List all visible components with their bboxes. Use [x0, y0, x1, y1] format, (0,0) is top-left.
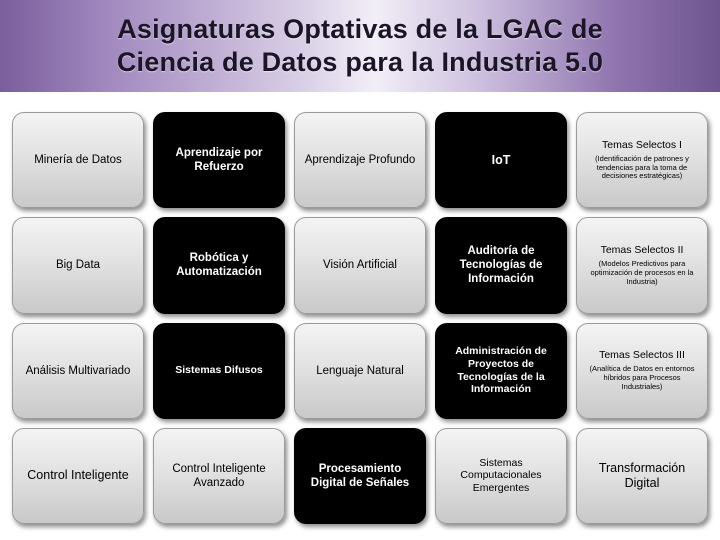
page-title-line-2: Ciencia de Datos para la Industria 5.0: [116, 47, 604, 77]
course-card-content: [162, 251, 276, 279]
course-card[interactable]: [153, 428, 285, 524]
course-card-title: Control Inteligente: [27, 468, 129, 483]
course-card-title: Big Data: [55, 259, 101, 272]
course-card-title: Temas Selectos III: [599, 349, 685, 362]
course-card[interactable]: [294, 428, 426, 524]
course-card-title: Control Inteligente Avanzado: [172, 462, 266, 489]
course-card-title: IoT: [491, 152, 511, 167]
course-card-title: Visión Artificial: [323, 259, 397, 272]
course-card-content: [585, 461, 699, 492]
course-card-title: Administración de Proyectos de Tecnologías de la Información: [455, 345, 547, 396]
course-card-content: [444, 244, 558, 286]
course-card-content: [305, 153, 416, 167]
course-card[interactable]: [576, 112, 708, 208]
course-card[interactable]: [12, 428, 144, 524]
course-card-title: Lenguaje Natural: [316, 364, 404, 377]
course-card-content: [323, 258, 397, 272]
course-card[interactable]: [12, 112, 144, 208]
page-title-line-1: Asignaturas Optativas de la LGAC de: [117, 14, 603, 45]
course-card-content: [162, 462, 276, 490]
course-card[interactable]: [153, 112, 285, 208]
course-card[interactable]: [12, 217, 144, 313]
course-card-content: [303, 462, 417, 490]
course-card[interactable]: [576, 323, 708, 419]
course-card-content: [162, 146, 276, 174]
course-card-title: Aprendizaje Profundo: [304, 154, 416, 167]
course-grid: [12, 112, 708, 524]
course-card-content: [56, 258, 100, 272]
course-card[interactable]: [435, 112, 567, 208]
course-card-title: Transformación Digital: [598, 460, 686, 490]
course-card-content: [27, 468, 128, 483]
page-title: [103, 13, 617, 79]
course-card-title: Análisis Multivariado: [25, 364, 131, 377]
course-card-content: [26, 364, 131, 378]
course-card-subtitle: (Modelos Predictivos para optimización de procesos en la Industria): [590, 259, 694, 286]
course-card[interactable]: [153, 217, 285, 313]
course-card[interactable]: [435, 428, 567, 524]
course-card-title: Aprendizaje por Refuerzo: [175, 147, 263, 174]
course-card-subtitle: (Identificación de patrones y tendencias para la toma de decisiones estratégicas): [595, 153, 689, 181]
course-card-title: Robótica y Automatización: [176, 252, 262, 279]
course-card-content: [316, 364, 404, 378]
course-card-content: [444, 345, 558, 396]
course-card-title: Sistemas Difusos: [175, 364, 263, 377]
course-card[interactable]: [153, 323, 285, 419]
course-card[interactable]: [435, 323, 567, 419]
title-banner: [0, 0, 720, 92]
course-card-title: Auditoría de Tecnologías de Información: [459, 245, 543, 286]
course-card-title: Temas Selectos II: [600, 244, 684, 257]
course-card[interactable]: [435, 217, 567, 313]
course-card-content: [585, 139, 699, 181]
course-card[interactable]: [12, 323, 144, 419]
course-card-subtitle: (Analítica de Datos en entornos híbridos para Procesos Industriales): [589, 364, 695, 391]
course-card-title: Sistemas Computacionales Emergentes: [460, 456, 542, 495]
course-card[interactable]: [294, 323, 426, 419]
course-card-title: Procesamiento Digital de Señales: [310, 462, 410, 489]
course-card-content: [585, 349, 699, 391]
course-card-title: Temas Selectos I: [602, 138, 682, 151]
course-card[interactable]: [294, 217, 426, 313]
course-card-content: [175, 364, 263, 377]
course-card-content: [444, 457, 558, 495]
course-card-content: [585, 244, 699, 286]
course-card[interactable]: [294, 112, 426, 208]
course-card-content: [492, 153, 511, 168]
course-card-content: [34, 153, 122, 167]
course-card[interactable]: [576, 428, 708, 524]
course-card[interactable]: [576, 217, 708, 313]
course-card-title: Minería de Datos: [34, 154, 122, 167]
